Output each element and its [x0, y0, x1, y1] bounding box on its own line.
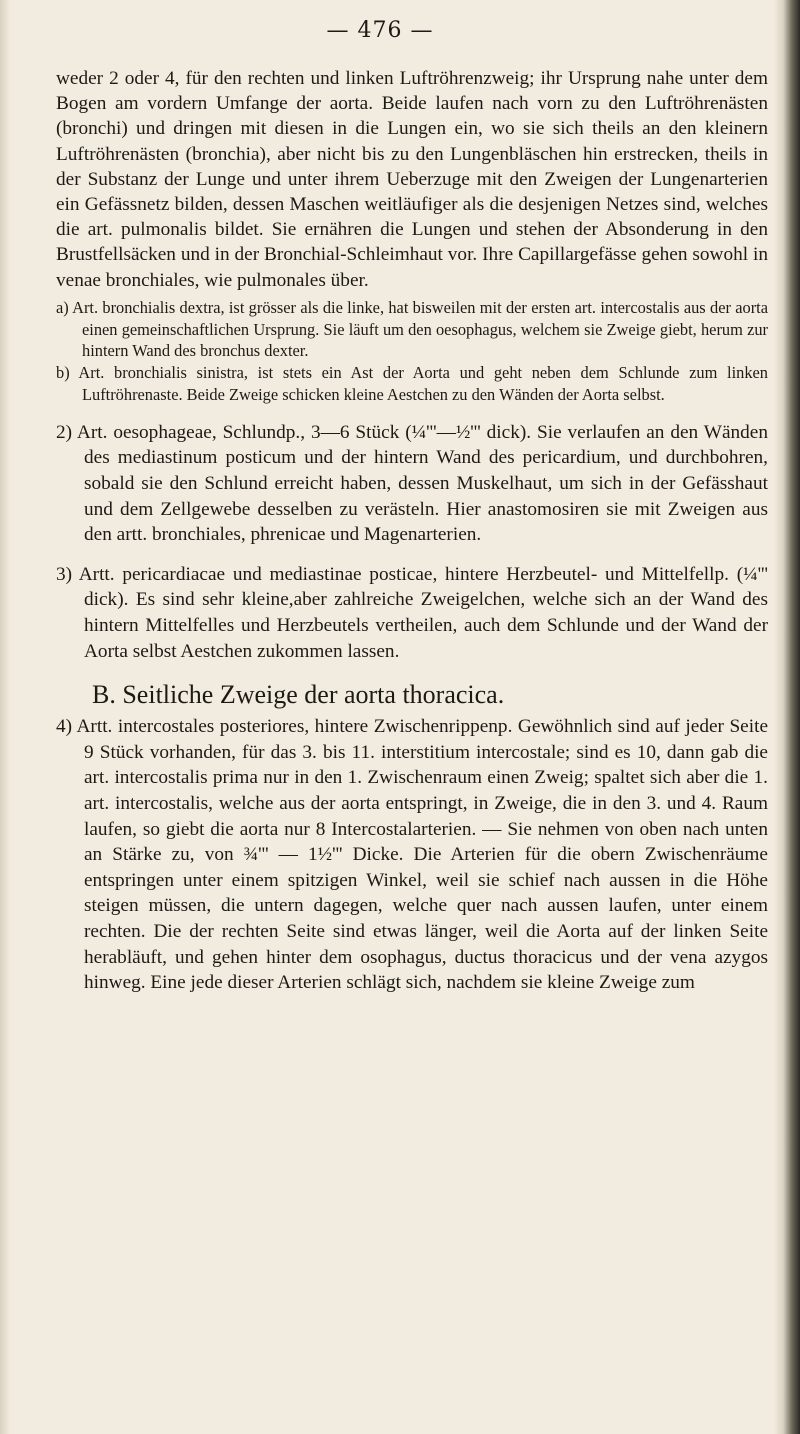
section-heading-b: B. Seitliche Zweige der aorta thoracica.	[92, 680, 505, 710]
item-2-oesophageae: 2) Art. oesophageae, Schlundp., 3—6 Stück (¼'''—½''' dick). Sie verlaufen an den Wänden des mediastinum posticum und der hintern Wand des pericardium, und durchbohren, sobald sie den Schlund erreicht haben, dessen Muskelhaut, um sich in der Gefässhaut und dem Zellgewebe desselben zu verästeln. Hier anastomosiren sie mit Zweigen aus den artt. bronchiales, phrenicae und Magenarterien.	[56, 421, 768, 546]
item-3-pericardiacae: 3) Artt. pericardiacae und mediastinae posticae, hintere Herzbeutel- und Mittelfellp. (¼''' dick). Es sind sehr kleine,aber zahlreiche Zweigelchen, welche sich an der Wand des hintern Mittelfelles und Herzbeutels vertheilen, auch dem Schlunde und der Wand der Aorta selbst Aestchen zukommen lassen.	[56, 563, 768, 662]
subitems-bronchialis	[56, 297, 768, 406]
subitem-b-bronchialis-sinistra: b) Art. bronchialis sinistra, ist stets ein Ast der Aorta und geht neben dem Schlunde zum linken Luftröhrenaste. Beide Zweige schicken kleine Aestchen zu den Wänden der Aorta selbst.	[56, 363, 768, 405]
page-number: — 476 —	[326, 18, 434, 43]
page-binding-edge	[774, 0, 800, 1434]
subitem-a-bronchialis-dextra: a) Art. bronchialis dextra, ist grösser als die linke, hat bisweilen mit der ersten art. intercostalis aus der aorta einen gemeinschaftlichen Ursprung. Sie läuft um den oesophagus, welchem sie Zweige giebt, herum zur hintern Wand des bronchus dexter.	[56, 297, 768, 361]
item-4-intercostales: 4) Artt. intercostales posteriores, hintere Zwischenrippenp. Gewöhnlich sind auf jeder Seite 9 Stück vorhanden, für das 3. bis 11. interstitium intercostale; sind es 10, dann gab die art. intercostalis prima nur in den 1. Zwischenraum einen Zweig; spaltet sich aber die 1. art. intercostalis, welche aus der aorta entspringt, in Zweige, die in den 3. und 4. Raum laufen, so giebt die aorta nur 8 Intercostalarterien. — Sie nehmen von oben nach unten an Stärke zu, von ¾''' — 1½''' Dicke. Die Arterien für die obern Zwischenräume entspringen unter einem spitzigen Winkel, weil sie schief nach aussen in die Höhe steigen müssen, die untern dagegen, welche quer nach aussen laufen, unter einem rechten. Die der rechten Seite sind etwas länger, weil die Aorta auf der linken Seite herabläuft, und gehen hinter dem osophagus, ductus thoracicus und der vena azygos hinweg. Eine jede dieser Arterien schlägt sich, nachdem sie kleine Zweige zum	[56, 716, 768, 994]
page-content	[56, 66, 768, 996]
paragraph-bronchial-arteries: weder 2 oder 4, für den rechten und linken Luftröhrenzweig; ihr Ursprung nahe unter dem Bogen am vordern Umfange der aorta. Beide laufen nach vorn zu den Luftröhrenästen (bronchi) und dringen mit diesen in die Lungen ein, wo sie sich theils an den kleinern Luftröhrenästen (bronchia), aber nicht bis zu den Lungenbläschen hin erstrecken, theils in der Substanz der Lunge und unter ihrem Ueberzuge mit den Zweigen der Lungenarterien ein Gefässnetz bilden, dessen Maschen weitläufiger als die desjenigen Netzes sind, welches die art. pulmonalis bildet. Sie ernähren die Lungen und stehen der Absonderung in den Brustfellsäcken und in der Bronchial-Schleimhaut vor. Ihre Capillargefässe gehen sowohl in venae bronchiales, wie pulmonales über.	[56, 68, 768, 291]
page-shadow-left	[0, 0, 10, 1434]
